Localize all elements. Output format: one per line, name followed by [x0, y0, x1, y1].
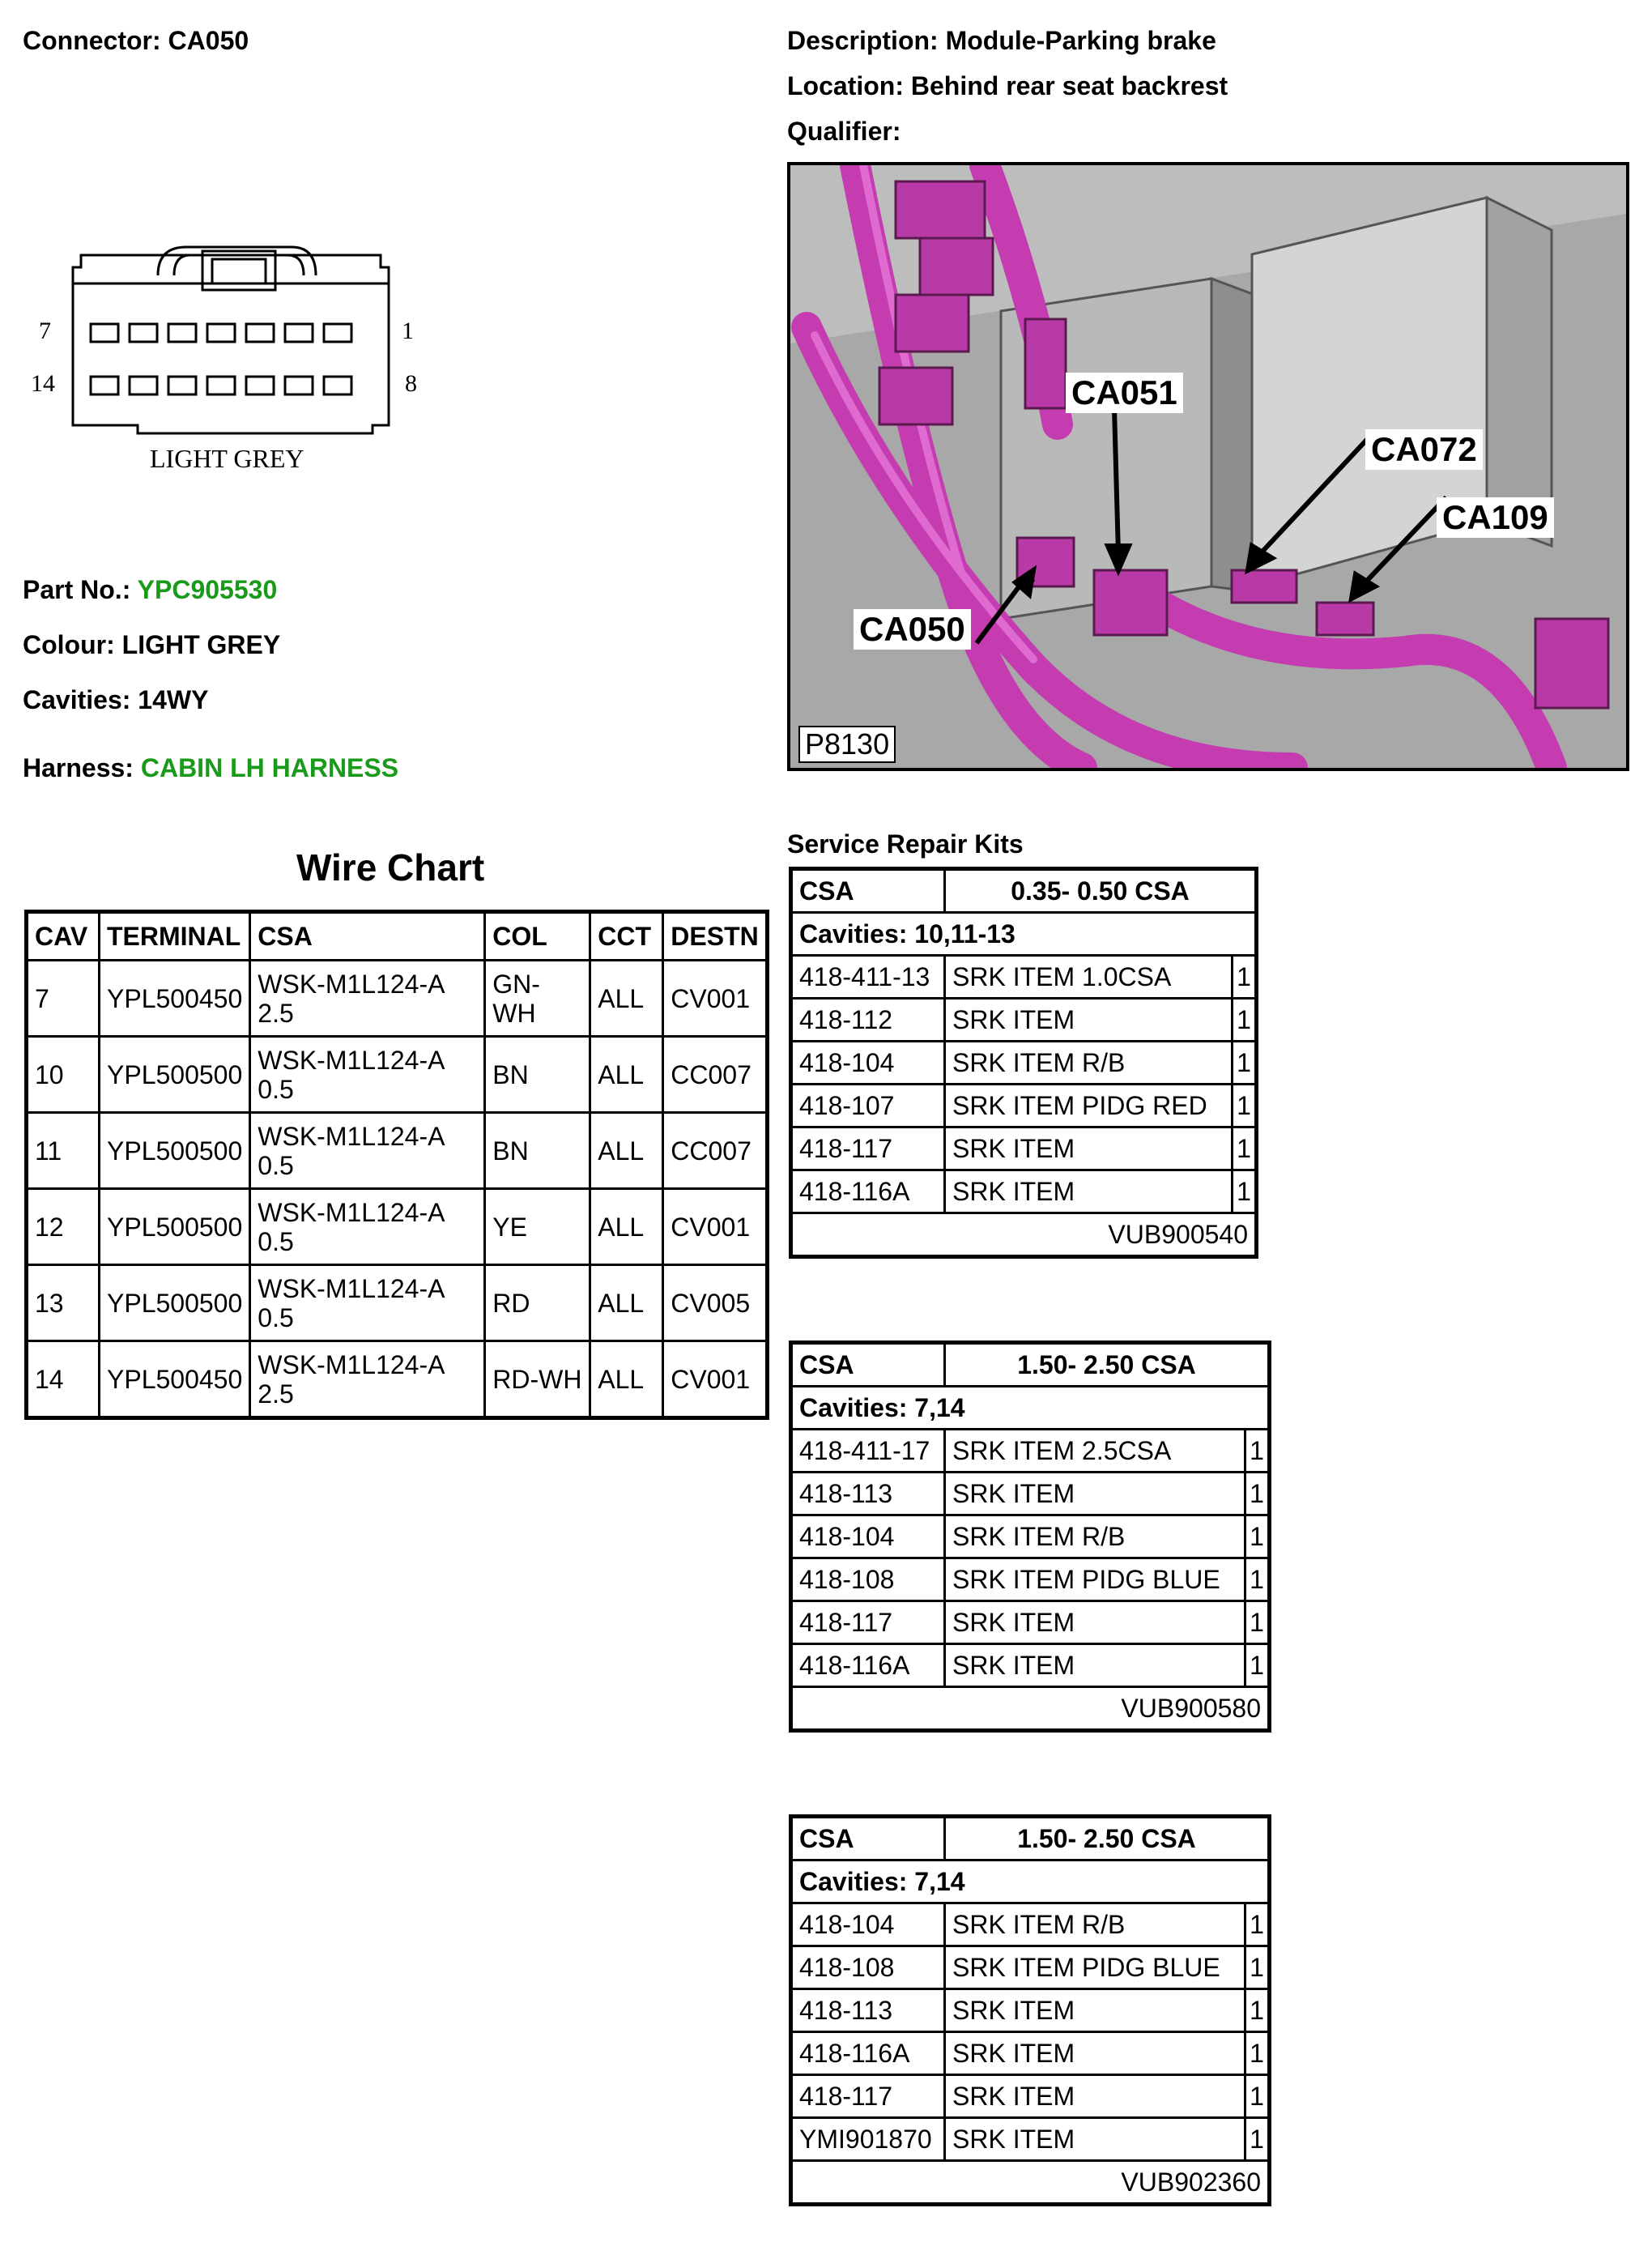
kit-number: VUB900540: [791, 1213, 1257, 1257]
table-row: [791, 1644, 1270, 1687]
cell-cct: ALL: [590, 1265, 663, 1341]
cell-cav: 10: [27, 1037, 100, 1113]
wire-chart-title: Wire Chart: [296, 846, 485, 889]
table-row: [791, 999, 1257, 1042]
kit-part-no: 418-117: [791, 2075, 945, 2118]
kit-item: SRK ITEM: [945, 2075, 1245, 2118]
kit-part-no: 418-104: [791, 1903, 945, 1946]
callout-ca109: CA109: [1437, 497, 1554, 538]
cell-cct: ALL: [590, 1341, 663, 1418]
kit-qty: 1: [1245, 1558, 1270, 1601]
cell-terminal: YPL500500: [100, 1113, 250, 1189]
kit-csa-label: CSA: [791, 1817, 945, 1861]
kit-item: SRK ITEM: [945, 2032, 1245, 2075]
kit-cavities: Cavities: 7,14: [791, 1387, 1270, 1430]
repair-kit-table-3: [789, 1814, 1271, 2206]
kit-number: VUB902360: [791, 2161, 1270, 2205]
kit-qty: 1: [1245, 1601, 1270, 1644]
harness-label: Harness:: [23, 753, 134, 782]
kit-part-no: 418-411-17: [791, 1430, 945, 1473]
kit-item: SRK ITEM: [945, 1170, 1233, 1213]
wire-chart-header-row: [27, 912, 768, 961]
cell-col: RD: [485, 1265, 590, 1341]
kit-part-no: YMI901870: [791, 2118, 945, 2161]
kit-item: SRK ITEM 2.5CSA: [945, 1430, 1245, 1473]
cell-terminal: YPL500500: [100, 1189, 250, 1265]
kit-cavities: Cavities: 10,11-13: [791, 913, 1257, 956]
kit-item: SRK ITEM 1.0CSA: [945, 956, 1233, 999]
cell-destn: CC007: [663, 1113, 767, 1189]
part-number-label: Part No.:: [23, 575, 131, 604]
cell-col: RD-WH: [485, 1341, 590, 1418]
table-row: [27, 1265, 768, 1341]
connector-face-diagram: [24, 227, 445, 486]
kit-item: SRK ITEM: [945, 1644, 1245, 1687]
kit-part-no: 418-116A: [791, 1170, 945, 1213]
kit-qty: 1: [1245, 1989, 1270, 2032]
kit-qty: 1: [1233, 1085, 1257, 1127]
cell-cav: 14: [27, 1341, 100, 1418]
col-header-terminal: TERMINAL: [100, 912, 250, 961]
kit-qty: 1: [1245, 1644, 1270, 1687]
kit-part-no: 418-104: [791, 1042, 945, 1085]
kit-qty: 1: [1233, 999, 1257, 1042]
table-row: [791, 1903, 1270, 1946]
kit-item: SRK ITEM PIDG BLUE: [945, 1946, 1245, 1989]
kit-part-no: 418-117: [791, 1127, 945, 1170]
cell-cct: ALL: [590, 961, 663, 1037]
kit-part-no: 418-107: [791, 1085, 945, 1127]
kit-item: SRK ITEM PIDG RED: [945, 1085, 1233, 1127]
kit-qty: 1: [1245, 1515, 1270, 1558]
cell-cct: ALL: [590, 1189, 663, 1265]
part-number: [23, 575, 277, 605]
wire-chart-table: [24, 910, 769, 1420]
cell-cav: 13: [27, 1265, 100, 1341]
table-row: [791, 1601, 1270, 1644]
kit-qty: 1: [1245, 2075, 1270, 2118]
kit-part-no: 418-116A: [791, 2032, 945, 2075]
cell-csa: WSK-M1L124-A 2.5: [250, 1341, 485, 1418]
col-header-cct: CCT: [590, 912, 663, 961]
table-row: [791, 2118, 1270, 2161]
table-row: [791, 1473, 1270, 1515]
cell-cav: 12: [27, 1189, 100, 1265]
cell-terminal: YPL500500: [100, 1265, 250, 1341]
kit-item: SRK ITEM PIDG BLUE: [945, 1558, 1245, 1601]
cell-col: BN: [485, 1113, 590, 1189]
cell-terminal: YPL500450: [100, 961, 250, 1037]
kit-part-no: 418-112: [791, 999, 945, 1042]
table-row: [791, 2032, 1270, 2075]
cell-col: YE: [485, 1189, 590, 1265]
kit-csa-range: 0.35- 0.50 CSA: [945, 869, 1257, 913]
table-row: [791, 1946, 1270, 1989]
col-header-cav: CAV: [27, 912, 100, 961]
table-row: [791, 2075, 1270, 2118]
kit-qty: 1: [1245, 1903, 1270, 1946]
cell-cct: ALL: [590, 1113, 663, 1189]
pin-label-7: 7: [39, 318, 51, 344]
col-header-csa: CSA: [250, 912, 485, 961]
kit-qty: 1: [1233, 1127, 1257, 1170]
table-row: [791, 1170, 1257, 1213]
kit-part-no: 418-113: [791, 1989, 945, 2032]
table-row: [27, 1037, 768, 1113]
callout-ca051: CA051: [1066, 373, 1183, 413]
col-header-col: COL: [485, 912, 590, 961]
kit-part-no: 418-104: [791, 1515, 945, 1558]
table-row: [791, 1042, 1257, 1085]
cell-terminal: YPL500450: [100, 1341, 250, 1418]
cell-cav: 11: [27, 1113, 100, 1189]
harness-link[interactable]: CABIN LH HARNESS: [140, 753, 399, 782]
connector-heading: Connector: CA050: [23, 26, 249, 55]
table-row: [27, 1189, 768, 1265]
harness-line: [23, 753, 398, 783]
kit-csa-label: CSA: [791, 869, 945, 913]
cell-destn: CV001: [663, 1341, 767, 1418]
location-illustration: [790, 165, 1626, 768]
kit-csa-range: 1.50- 2.50 CSA: [945, 1343, 1270, 1387]
kit-qty: 1: [1233, 1170, 1257, 1213]
table-row: [27, 1113, 768, 1189]
col-header-destn: DESTN: [663, 912, 767, 961]
kit-item: SRK ITEM: [945, 1473, 1245, 1515]
photo-id-label: P8130: [798, 726, 896, 763]
cell-col: GN-WH: [485, 961, 590, 1037]
kit-item: SRK ITEM R/B: [945, 1515, 1245, 1558]
table-row: [791, 1430, 1270, 1473]
kit-item: SRK ITEM: [945, 1127, 1233, 1170]
description-heading: Description: Module-Parking brake: [787, 26, 1216, 55]
repair-kit-table-2: [789, 1341, 1271, 1733]
cell-terminal: YPL500500: [100, 1037, 250, 1113]
kit-qty: 1: [1245, 1430, 1270, 1473]
table-row: [791, 1515, 1270, 1558]
pin-label-1: 1: [402, 318, 414, 344]
service-repair-kits-title: Service Repair Kits: [787, 829, 1024, 859]
colour-line: Colour: LIGHT GREY: [23, 630, 281, 659]
cell-cav: 7: [27, 961, 100, 1037]
kit-item: SRK ITEM: [945, 1989, 1245, 2032]
table-row: [27, 961, 768, 1037]
table-row: [27, 1341, 768, 1418]
kit-item: SRK ITEM R/B: [945, 1042, 1233, 1085]
cell-csa: WSK-M1L124-A 0.5: [250, 1265, 485, 1341]
pin-label-8: 8: [405, 370, 417, 397]
kit-qty: 1: [1245, 1946, 1270, 1989]
cell-destn: CV001: [663, 961, 767, 1037]
cell-csa: WSK-M1L124-A 2.5: [250, 961, 485, 1037]
cell-col: BN: [485, 1037, 590, 1113]
repair-kit-table-1: [789, 867, 1258, 1259]
part-number-link[interactable]: YPC905530: [137, 575, 278, 604]
cell-cct: ALL: [590, 1037, 663, 1113]
cell-destn: CV001: [663, 1189, 767, 1265]
kit-part-no: 418-108: [791, 1946, 945, 1989]
kit-part-no: 418-116A: [791, 1644, 945, 1687]
kit-part-no: 418-411-13: [791, 956, 945, 999]
pin-label-14: 14: [31, 370, 55, 397]
table-row: [791, 956, 1257, 999]
location-photo: [787, 162, 1629, 771]
cell-destn: CV005: [663, 1265, 767, 1341]
qualifier-heading: Qualifier:: [787, 117, 901, 146]
cell-destn: CC007: [663, 1037, 767, 1113]
kit-cavities: Cavities: 7,14: [791, 1861, 1270, 1903]
kit-qty: 1: [1245, 1473, 1270, 1515]
kit-qty: 1: [1233, 1042, 1257, 1085]
kit-part-no: 418-113: [791, 1473, 945, 1515]
kit-part-no: 418-108: [791, 1558, 945, 1601]
callout-ca050: CA050: [854, 609, 971, 650]
kit-part-no: 418-117: [791, 1601, 945, 1644]
kit-item: SRK ITEM R/B: [945, 1903, 1245, 1946]
kit-item: SRK ITEM: [945, 2118, 1245, 2161]
kit-qty: 1: [1245, 2118, 1270, 2161]
kit-item: SRK ITEM: [945, 1601, 1245, 1644]
table-row: [791, 1558, 1270, 1601]
kit-csa-label: CSA: [791, 1343, 945, 1387]
cell-csa: WSK-M1L124-A 0.5: [250, 1113, 485, 1189]
kit-csa-range: 1.50- 2.50 CSA: [945, 1817, 1270, 1861]
location-heading: Location: Behind rear seat backrest: [787, 71, 1228, 100]
table-row: [791, 1989, 1270, 2032]
connector-colour-label: LIGHT GREY: [150, 444, 304, 473]
cell-csa: WSK-M1L124-A 0.5: [250, 1189, 485, 1265]
kit-qty: 1: [1245, 2032, 1270, 2075]
kit-qty: 1: [1233, 956, 1257, 999]
cell-csa: WSK-M1L124-A 0.5: [250, 1037, 485, 1113]
table-row: [791, 1127, 1257, 1170]
kit-item: SRK ITEM: [945, 999, 1233, 1042]
table-row: [791, 1085, 1257, 1127]
kit-number: VUB900580: [791, 1687, 1270, 1731]
callout-ca072: CA072: [1365, 429, 1483, 470]
cavities-line: Cavities: 14WY: [23, 685, 209, 714]
